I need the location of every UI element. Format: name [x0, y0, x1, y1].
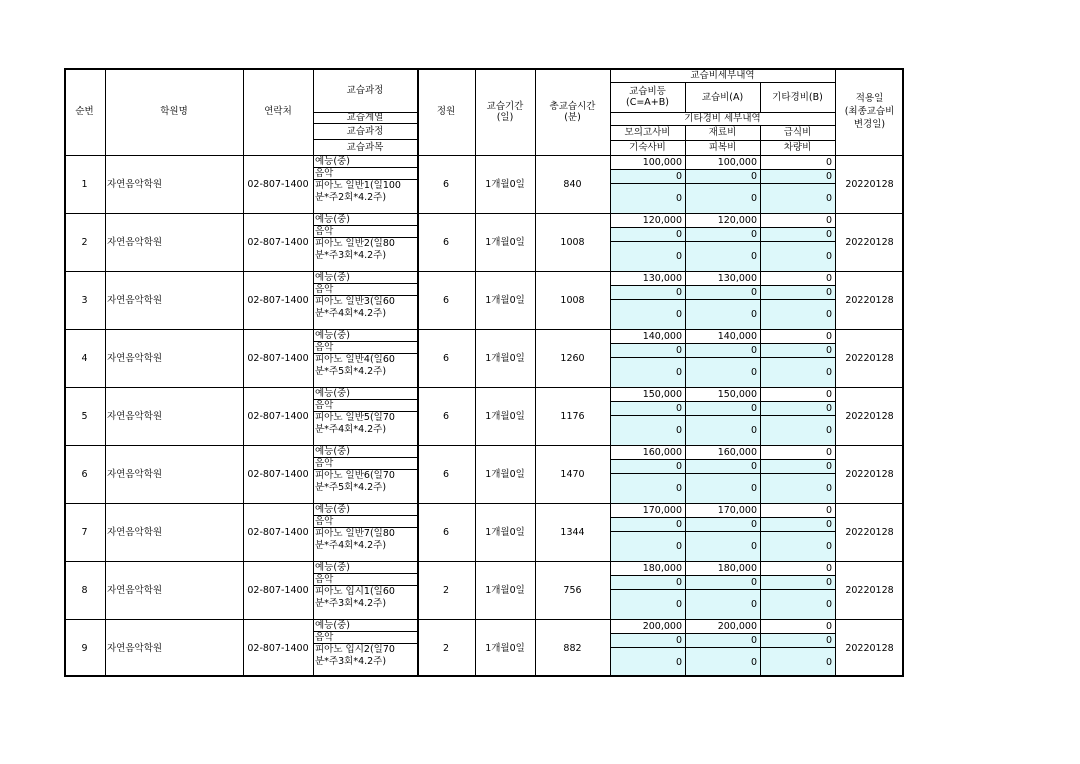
dorm-fee: 0	[610, 357, 685, 387]
course-name: 음악	[315, 631, 334, 643]
academy-name: 자연음악학원	[107, 584, 163, 596]
header-other-fee: 기타경비(B)	[772, 91, 823, 103]
material-fee: 0	[685, 575, 760, 589]
mock-exam-fee: 0	[610, 169, 685, 183]
uniform-fee: 0	[685, 647, 760, 677]
uniform-fee: 0	[685, 589, 760, 619]
apply-date: 20220128	[845, 410, 894, 422]
academy-name: 자연음악학원	[107, 468, 163, 480]
uniform-fee: 0	[685, 183, 760, 213]
apply-date: 20220128	[845, 526, 894, 538]
header-mock-exam: 모의고사비	[624, 127, 671, 138]
phone-number: 02-807-1400	[247, 178, 309, 190]
total-minutes: 1344	[560, 526, 585, 538]
other-fee: 0	[825, 446, 832, 458]
apply-date: 20220128	[845, 236, 894, 248]
course-name: 음악	[315, 515, 334, 527]
phone-number: 02-807-1400	[247, 294, 309, 306]
material-fee: 0	[685, 517, 760, 531]
fee-total: 160,000	[642, 446, 682, 458]
fee-total: 180,000	[642, 562, 682, 574]
row-number: 6	[81, 468, 88, 480]
course-field: 예능(중)	[315, 155, 350, 167]
header-tuition: 교습비(A)	[701, 91, 744, 103]
total-minutes: 1260	[560, 352, 585, 364]
dorm-fee: 0	[610, 473, 685, 503]
course-subject: 피아노 일반3(일60 분*주4회*4.2주)	[315, 296, 395, 319]
course-field: 예능(중)	[315, 213, 350, 225]
phone-number: 02-807-1400	[247, 584, 309, 596]
course-subject: 피아노 일반5(일70 분*주4회*4.2주)	[315, 412, 395, 435]
capacity: 6	[442, 410, 450, 422]
apply-date: 20220128	[845, 178, 894, 190]
capacity: 6	[442, 236, 450, 248]
header-other-detail: 기타경비 세부내역	[684, 113, 761, 124]
header-material: 재료비	[708, 127, 737, 138]
course-subject: 피아노 일반1(일100 분*주2회*4.2주)	[315, 180, 401, 203]
mock-exam-fee: 0	[610, 633, 685, 647]
vehicle-fee: 0	[760, 473, 835, 503]
capacity: 6	[442, 352, 450, 364]
other-fee: 0	[825, 330, 832, 342]
fee-total: 140,000	[642, 330, 682, 342]
fee-table	[64, 68, 904, 677]
row-number: 9	[81, 642, 88, 654]
course-subject: 피아노 일반4(일60 분*주5회*4.2주)	[315, 354, 395, 377]
dorm-fee: 0	[610, 589, 685, 619]
course-name: 음악	[315, 457, 334, 469]
vehicle-fee: 0	[760, 357, 835, 387]
course-subject: 피아노 일반6(일70 분*주5회*4.2주)	[315, 470, 395, 493]
capacity: 2	[442, 584, 450, 596]
header-dorm: 기숙사비	[629, 142, 666, 153]
material-fee: 0	[685, 227, 760, 241]
total-minutes: 882	[563, 642, 582, 654]
period: 1개월0일	[485, 178, 525, 190]
meal-fee: 0	[760, 343, 835, 357]
academy-name: 자연음악학원	[107, 294, 163, 306]
meal-fee: 0	[760, 401, 835, 415]
academy-name: 자연음악학원	[107, 352, 163, 364]
course-field: 예능(중)	[315, 561, 350, 573]
vehicle-fee: 0	[760, 183, 835, 213]
period: 1개월0일	[485, 642, 525, 654]
apply-date: 20220128	[845, 352, 894, 364]
course-subject: 피아노 일반7(일80 분*주4회*4.2주)	[315, 528, 395, 551]
tuition: 180,000	[717, 562, 757, 574]
material-fee: 0	[685, 285, 760, 299]
mock-exam-fee: 0	[610, 575, 685, 589]
header-capacity: 정원	[436, 106, 456, 117]
uniform-fee: 0	[685, 415, 760, 445]
dorm-fee: 0	[610, 415, 685, 445]
uniform-fee: 0	[685, 531, 760, 561]
material-fee: 0	[685, 401, 760, 415]
vehicle-fee: 0	[760, 531, 835, 561]
total-minutes: 1470	[560, 468, 585, 480]
other-fee: 0	[825, 156, 832, 168]
dorm-fee: 0	[610, 299, 685, 329]
meal-fee: 0	[760, 459, 835, 473]
period: 1개월0일	[485, 352, 525, 364]
apply-date: 20220128	[845, 584, 894, 596]
total-minutes: 756	[563, 584, 582, 596]
mock-exam-fee: 0	[610, 459, 685, 473]
phone-number: 02-807-1400	[247, 352, 309, 364]
other-fee: 0	[825, 504, 832, 516]
course-name: 음악	[315, 225, 334, 237]
course-subject: 피아노 입시2(일70 분*주3회*4.2주)	[315, 644, 395, 667]
dorm-fee: 0	[610, 241, 685, 271]
uniform-fee: 0	[685, 241, 760, 271]
other-fee: 0	[825, 620, 832, 632]
row-number: 7	[81, 526, 88, 538]
vehicle-fee: 0	[760, 241, 835, 271]
tuition: 140,000	[717, 330, 757, 342]
academy-name: 자연음악학원	[107, 642, 163, 654]
tuition: 150,000	[717, 388, 757, 400]
phone-number: 02-807-1400	[247, 468, 309, 480]
course-subject: 피아노 입시1(일60 분*주3회*4.2주)	[315, 586, 395, 609]
tuition: 120,000	[717, 214, 757, 226]
capacity: 6	[442, 294, 450, 306]
tuition: 100,000	[717, 156, 757, 168]
header-phone: 연락처	[264, 106, 292, 117]
header-total-time: 총교습시간 (분)	[549, 100, 596, 123]
total-minutes: 1176	[560, 410, 585, 422]
material-fee: 0	[685, 459, 760, 473]
phone-number: 02-807-1400	[247, 526, 309, 538]
course-subject: 피아노 일반2(일80 분*주3회*4.2주)	[315, 238, 395, 261]
header-meal: 급식비	[783, 127, 812, 138]
mock-exam-fee: 0	[610, 343, 685, 357]
dorm-fee: 0	[610, 647, 685, 677]
course-field: 예능(중)	[315, 619, 350, 631]
mock-exam-fee: 0	[610, 227, 685, 241]
meal-fee: 0	[760, 227, 835, 241]
uniform-fee: 0	[685, 357, 760, 387]
academy-name: 자연음악학원	[107, 410, 163, 422]
other-fee: 0	[825, 562, 832, 574]
dorm-fee: 0	[610, 531, 685, 561]
row-number: 5	[81, 410, 88, 422]
tuition: 200,000	[717, 620, 757, 632]
meal-fee: 0	[760, 169, 835, 183]
dorm-fee: 0	[610, 183, 685, 213]
header-subject: 교습과목	[346, 141, 384, 153]
phone-number: 02-807-1400	[247, 642, 309, 654]
row-number: 3	[81, 294, 88, 306]
apply-date: 20220128	[845, 468, 894, 480]
header-field: 교습계열	[346, 112, 384, 123]
meal-fee: 0	[760, 517, 835, 531]
material-fee: 0	[685, 633, 760, 647]
course-name: 음악	[315, 167, 334, 179]
total-minutes: 1008	[560, 294, 585, 306]
header-vehicle: 차량비	[783, 142, 812, 153]
mock-exam-fee: 0	[610, 285, 685, 299]
phone-number: 02-807-1400	[247, 410, 309, 422]
uniform-fee: 0	[685, 299, 760, 329]
course-field: 예능(중)	[315, 445, 350, 457]
fee-total: 170,000	[642, 504, 682, 516]
other-fee: 0	[825, 272, 832, 284]
tuition: 130,000	[717, 272, 757, 284]
header-fee-total: 교습비등 (C=A+B)	[626, 86, 669, 108]
row-number: 8	[81, 584, 88, 596]
row-number: 2	[81, 236, 88, 248]
uniform-fee: 0	[685, 473, 760, 503]
apply-date: 20220128	[845, 642, 894, 654]
meal-fee: 0	[760, 575, 835, 589]
tuition: 160,000	[717, 446, 757, 458]
mock-exam-fee: 0	[610, 517, 685, 531]
course-field: 예능(중)	[315, 387, 350, 399]
apply-date: 20220128	[845, 294, 894, 306]
vehicle-fee: 0	[760, 415, 835, 445]
other-fee: 0	[825, 388, 832, 400]
header-uniform: 피복비	[708, 142, 737, 153]
capacity: 2	[442, 642, 450, 654]
period: 1개월0일	[485, 410, 525, 422]
fee-total: 120,000	[642, 214, 682, 226]
phone-number: 02-807-1400	[247, 236, 309, 248]
fee-total: 150,000	[642, 388, 682, 400]
total-minutes: 1008	[560, 236, 585, 248]
header-fee-detail: 교습비세부내역	[690, 69, 755, 81]
vehicle-fee: 0	[760, 299, 835, 329]
meal-fee: 0	[760, 285, 835, 299]
period: 1개월0일	[485, 294, 525, 306]
material-fee: 0	[685, 169, 760, 183]
course-name: 음악	[315, 341, 334, 353]
capacity: 6	[442, 468, 450, 480]
header-course-group: 교습과정	[346, 84, 384, 96]
other-fee: 0	[825, 214, 832, 226]
academy-name: 자연음악학원	[107, 526, 163, 538]
total-minutes: 840	[563, 178, 582, 190]
academy-name: 자연음악학원	[107, 178, 163, 190]
vehicle-fee: 0	[760, 647, 835, 677]
course-field: 예능(중)	[315, 329, 350, 341]
header-apply-date: 적용일 (최종교습비 변경일)	[844, 93, 895, 130]
header-no: 순번	[75, 106, 94, 117]
header-period: 교습기간 (일)	[486, 100, 524, 123]
row-number: 1	[81, 178, 88, 190]
course-name: 음악	[315, 283, 334, 295]
mock-exam-fee: 0	[610, 401, 685, 415]
meal-fee: 0	[760, 633, 835, 647]
course-field: 예능(중)	[315, 503, 350, 515]
tuition: 170,000	[717, 504, 757, 516]
period: 1개월0일	[485, 468, 525, 480]
row-number: 4	[81, 352, 88, 364]
period: 1개월0일	[485, 526, 525, 538]
material-fee: 0	[685, 343, 760, 357]
header-academy: 학원명	[160, 106, 188, 117]
academy-name: 자연음악학원	[107, 236, 163, 248]
capacity: 6	[442, 178, 450, 190]
capacity: 6	[442, 526, 450, 538]
course-name: 음악	[315, 399, 334, 411]
period: 1개월0일	[485, 584, 525, 596]
period: 1개월0일	[485, 236, 525, 248]
header-course: 교습과정	[346, 125, 384, 137]
fee-total: 100,000	[642, 156, 682, 168]
course-field: 예능(중)	[315, 271, 350, 283]
fee-total: 200,000	[642, 620, 682, 632]
vehicle-fee: 0	[760, 589, 835, 619]
fee-total: 130,000	[642, 272, 682, 284]
course-name: 음악	[315, 573, 334, 585]
